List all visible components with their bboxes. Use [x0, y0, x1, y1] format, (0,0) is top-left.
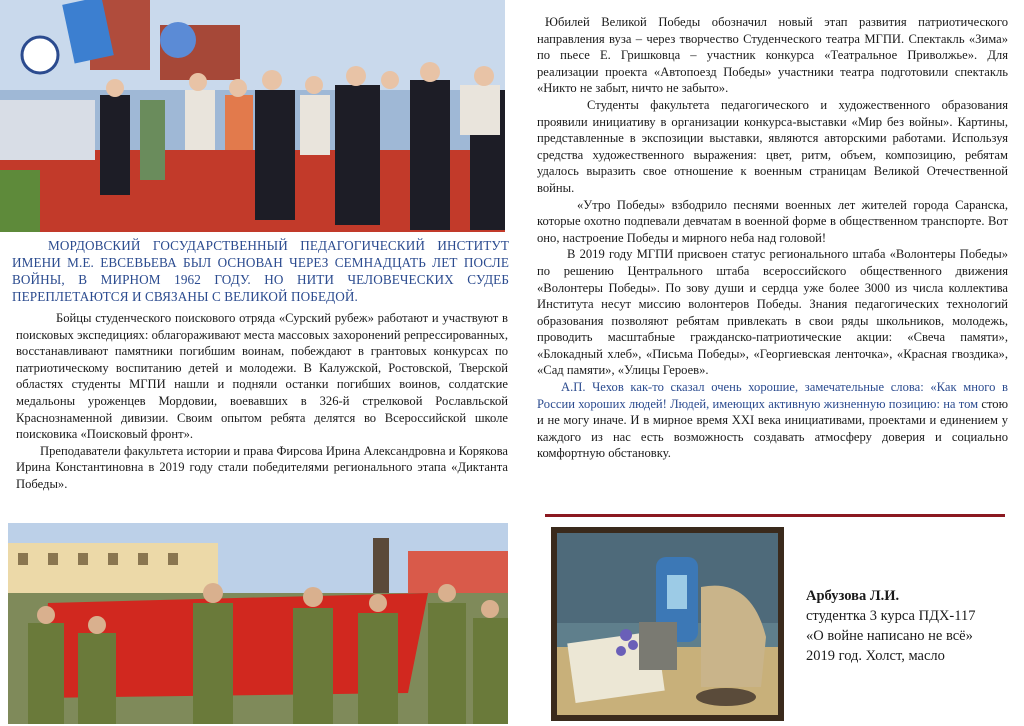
paragraph: «Утро Победы» взбодрило песнями военных лет жителей города Саранска, которые охотно подпевали девчатам в военной форме в общественном транспорте. Вот оно, настроение Победы и мирного неба над головой!: [537, 197, 1008, 245]
paragraph: Студенты факультета педагогического и художественного образования проявили инициативу в организации конкурса-выставки «Мир без войны». Картины, представленные в экспозиции выставки, являются авторскими работами. Используя средства художественного выражения: цвет, ритм, объем, композицию, ребятам удалось выразить свое отношение к военным страницам Великой Отечественной войны.: [537, 97, 1008, 195]
quote-continuation: стою и не могу иначе. И в мирное время XXI века инициативами, проектами и единением у каждого из нас есть возможность создавать атмосферу доверия и социально комфортную обстановку.: [537, 396, 1008, 461]
paragraph: В 2019 году МГПИ присвоен статус регионального штаба «Волонтеры Победы» по решению Центрального штаба всероссийского общественного движения «Волонтеры Победы». По зову души и сердца уже более 3000 из числа коллектива Института несут миссию волонтеров Победы. Знания педагогических технологий образования позволяют ребятам привлекать в свои ряды школьников, молодежь, проводить масштабные гражданско-патриотические акции: «Свеча памяти», «Блокадный хлеб», «Письма Победы», «Георгиевская ленточка», «Красная гвоздика», «Сад памяти», «Улицы Героев».: [537, 247, 1008, 378]
quote-paragraph: [537, 379, 1008, 462]
painting-caption: [806, 586, 1016, 666]
caption-line: студентка 3 курса ПДХ-117: [806, 608, 976, 624]
divider-rule: [545, 514, 1005, 517]
caption-author: Арбузова Л.И.: [806, 588, 900, 604]
paragraph: Бойцы студенческого поискового отряда «Сурский рубеж» работают и участвуют в поисковых экспедициях: облагораживают места массовых захоронений репрессированных, восстанавливают памятники погибшим воинам, побеждают в грантовых конкурсах по патриотическому воспитанию детей и молодежи. В Калужской, Ростовской, Тверской областях студенты МГПИ нашли и подняли останки погибших воинов, солдатские медальоны уроженцев Мордовии, воевавших в 326-й стрелковой Рославльской Краснознаменной дивизии. Своим опытом ребята делятся во Всероссийской школе поисковика «Поисковый фронт».: [16, 311, 508, 442]
quote-text: А.П. Чехов как-то сказал очень хорошие, замечательные слова: «Как много в России хороших людей! Людей, имеющих активную жизненную позицию: на том: [537, 380, 1008, 411]
painting: [551, 527, 784, 721]
parade-photo: [8, 523, 508, 724]
paragraph: Юбилей Великой Победы обозначил новый этап развития патриотического направления вуза – через творчество Студенческого театра МГПИ. Спектакль «Зима» по пьесе Е. Гришковца – участник конкурса «Театральное Приволжье». Для реализации проекта «Автопоезд Победы» участники театра подготовили спектакль «Никто не забыт, ничто не забыто».: [537, 15, 1008, 96]
left-column-text: [16, 310, 508, 493]
caption-line: 2019 год. Холст, масло: [806, 648, 945, 664]
crowd-photo: [0, 0, 505, 232]
paragraph: Преподаватели факультета истории и права Фирсова Ирина Александровна и Корякова Ирина Константиновна в 2019 году стали победителями регионального этапа «Диктанта Победы».: [16, 443, 508, 491]
article-heading: МОРДОВСКИЙ ГОСУДАРСТВЕННЫЙ ПЕДАГОГИЧЕСКИЙ ИНСТИТУТ ИМЕНИ М.Е. ЕВСЕВЬЕВА БЫЛ ОСНОВАН ЧЕРЕЗ СЕМНАДЦАТЬ ЛЕТ ПОСЛЕ ВОЙНЫ, В МИРНОМ 1962 ГОДУ. НО НИТИ ЧЕЛОВЕЧЕСКИХ СУДЕБ ПЕРЕПЛЕТАЮТСЯ И СВЯЗАНЫ С ВЕЛИКОЙ ПОБЕДОЙ.: [12, 238, 509, 304]
caption-line: «О войне написано не всё»: [806, 628, 973, 644]
right-column-text: [537, 14, 1008, 462]
